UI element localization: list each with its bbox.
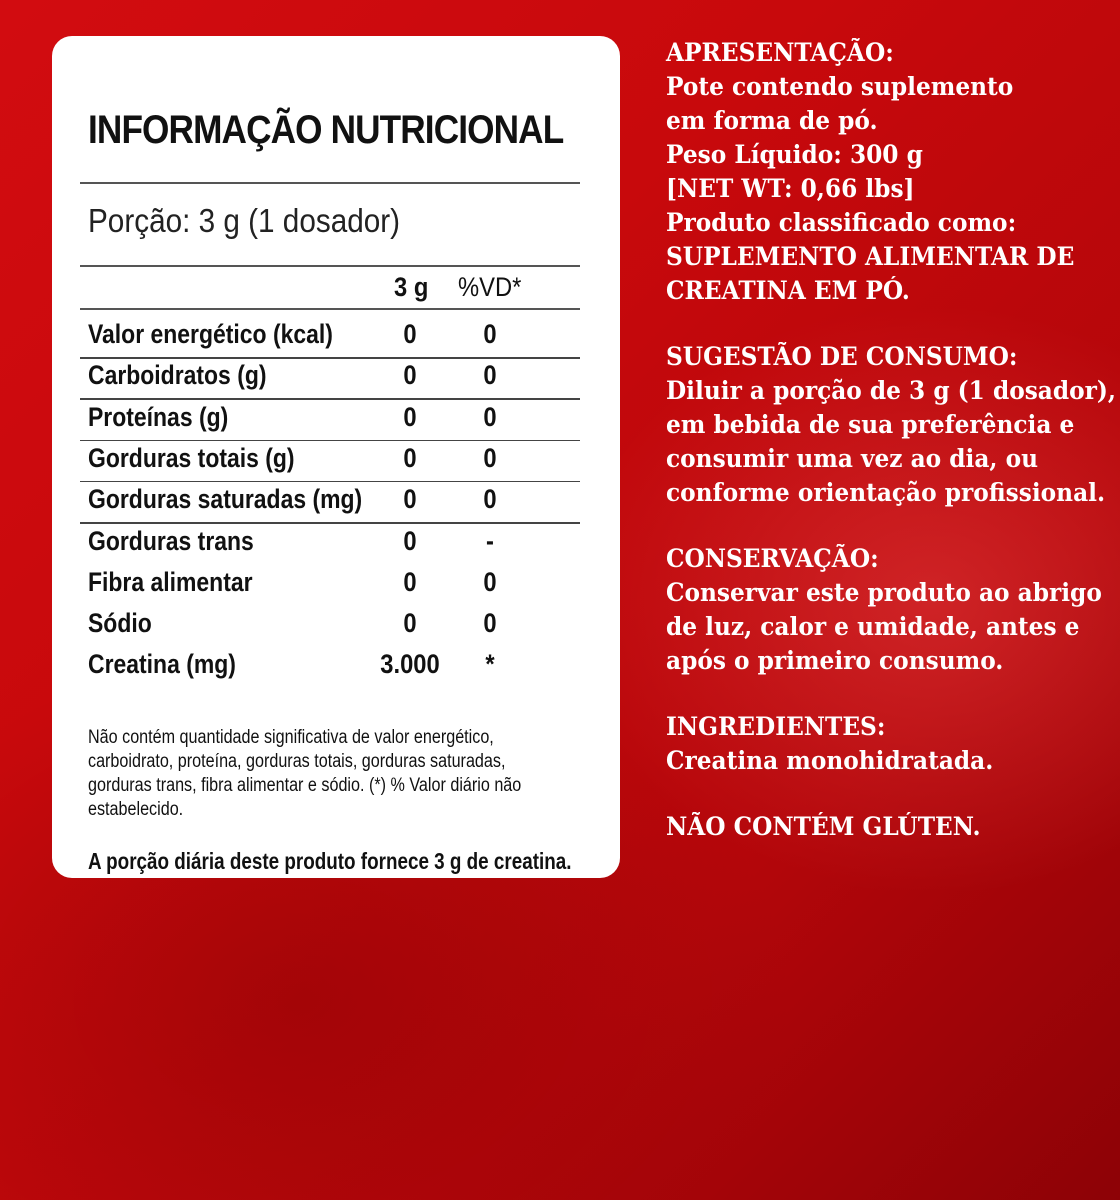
section-line: [NET WT: 0,66 lbs] (666, 174, 915, 203)
nutrient-amount: 0 (403, 608, 417, 639)
section-line: SUPLEMENTO ALIMENTAR DE (666, 242, 1075, 271)
section-line: Creatina monohidratada. (666, 746, 994, 775)
section-line: conforme orientação profissional. (666, 478, 1106, 507)
nutrient-label: Valor energético (kcal) (88, 319, 333, 349)
divider (80, 308, 580, 310)
nutrition-title: INFORMAÇÃO NUTRICIONAL (88, 108, 564, 152)
section-conservacao (666, 542, 1116, 678)
portion-size: Porção: 3 g (1 dosador) (88, 202, 401, 239)
product-info (666, 36, 1116, 844)
nutrient-amount: 0 (403, 566, 417, 597)
nutrient-dv: 0 (483, 442, 497, 473)
section-line: Pote contendo suplemento (666, 72, 1014, 101)
nutrient-dv: 0 (483, 608, 497, 639)
section-title: SUGESTÃO DE CONSUMO: (666, 342, 1018, 371)
nutrient-amount: 0 (403, 442, 417, 473)
section-line: em forma de pó. (666, 106, 878, 135)
footnote: Não contém quantidade significativa de valor energético, carboidrato, proteína, gorduras totais, gorduras saturadas, gorduras trans, fibra alimentar e sódio. (*) % Valor diário não estabelecido. (88, 727, 522, 820)
nutrient-label: Sódio (88, 608, 152, 639)
section-line: de luz, calor e umidade, antes e (666, 612, 1080, 641)
row-divider (80, 357, 580, 359)
divider (80, 265, 580, 267)
nutrient-amount: 0 (403, 360, 417, 391)
nutrient-label: Gorduras saturadas (mg) (88, 484, 363, 515)
section-title: INGREDIENTES: (666, 712, 886, 741)
nutrient-label: Gorduras totais (g) (88, 442, 295, 473)
section-sugestao (666, 340, 1116, 510)
column-header-dv: %VD* (458, 272, 522, 302)
row-divider (80, 440, 580, 442)
section-title: APRESENTAÇÃO: (666, 38, 894, 67)
section-line: Conservar este produto ao abrigo (666, 578, 1102, 607)
nutrient-dv: 0 (483, 319, 497, 349)
section-line: consumir uma vez ao dia, ou (666, 444, 1039, 473)
section-line: em bebida de sua preferência e (666, 410, 1075, 439)
nutrient-label: Gorduras trans (88, 525, 254, 556)
divider (80, 182, 580, 184)
section-line: após o primeiro consumo. (666, 646, 1004, 675)
nutrient-dv: 0 (483, 484, 497, 515)
nutrient-dv: - (486, 525, 494, 556)
section-ingredientes (666, 710, 1116, 778)
nutrient-amount: 3.000 (380, 649, 440, 680)
section-line: Peso Líquido: 300 g (666, 140, 923, 169)
section-line: Diluir a porção de 3 g (1 dosador), (666, 376, 1116, 405)
section-line: Produto classificado como: (666, 208, 1017, 237)
row-divider (80, 522, 580, 524)
nutrient-amount: 0 (403, 401, 417, 432)
row-divider (80, 398, 580, 400)
nutrient-dv: 0 (483, 566, 497, 597)
nutrient-label: Creatina (mg) (88, 649, 236, 680)
section-line: CREATINA EM PÓ. (666, 276, 910, 305)
nutrient-dv: 0 (483, 401, 497, 432)
nutrient-dv: 0 (483, 360, 497, 391)
nutrient-dv: * (485, 649, 495, 680)
section-gluten (666, 810, 1116, 844)
section-title: CONSERVAÇÃO: (666, 544, 879, 573)
nutrient-label: Proteínas (g) (88, 401, 229, 432)
nutrient-label: Fibra alimentar (88, 566, 253, 597)
gluten-free-note: NÃO CONTÉM GLÚTEN. (666, 812, 981, 841)
row-divider (80, 481, 580, 483)
column-header-amount: 3 g (394, 272, 429, 302)
nutrient-amount: 0 (403, 484, 417, 515)
nutrient-amount: 0 (403, 319, 417, 349)
section-apresentacao (666, 36, 1116, 308)
nutrition-facts-panel (52, 36, 620, 878)
daily-portion-note: A porção diária deste produto fornece 3 g de creatina. (88, 848, 572, 874)
nutrient-label: Carboidratos (g) (88, 360, 267, 391)
nutrient-amount: 0 (403, 525, 417, 556)
